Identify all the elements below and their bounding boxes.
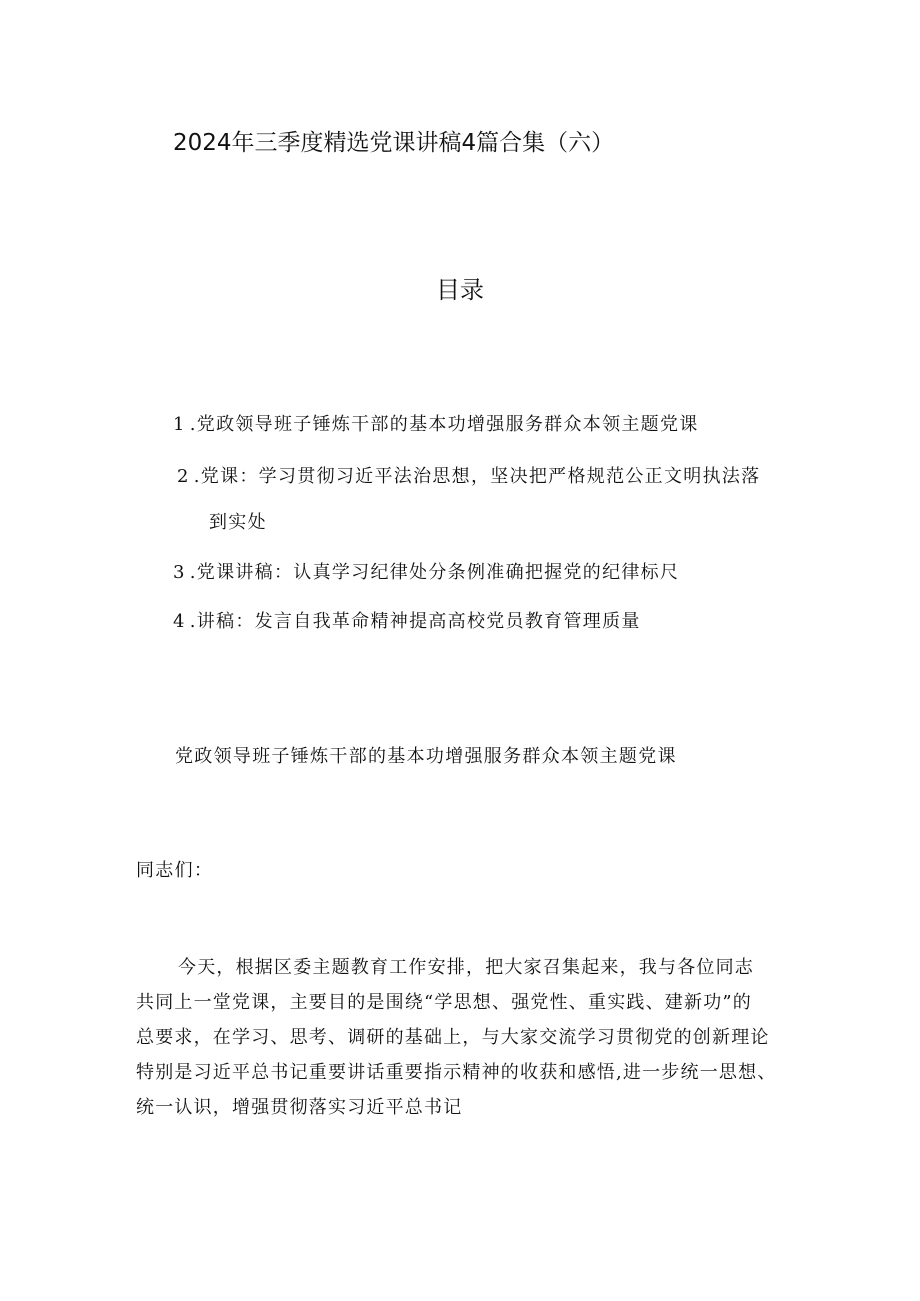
salutation: 同志们： bbox=[136, 860, 214, 881]
toc-item-text: .党课：学习贯彻习近平法治思想，坚决把严格规范公正文明执法落 bbox=[193, 466, 761, 487]
section-title: 党政领导班子锤炼干部的基本功增强服务群众本领主题党课 bbox=[175, 746, 677, 767]
toc-item-text: .党政领导班子锤炼干部的基本功增强服务群众本领主题党课 bbox=[189, 414, 699, 435]
toc-item-4 bbox=[173, 607, 641, 633]
body-line: 共同上一堂党课，主要目的是围绕“学思想、强党性、重实践、建新功”的 bbox=[136, 992, 753, 1013]
toc-item-2-continuation: 到实处 bbox=[209, 512, 267, 533]
body-line: 特别是习近平总书记重要讲话重要指示精神的收获和感悟,进一步统一思想、 bbox=[136, 1062, 777, 1083]
toc-item-number: 2 bbox=[177, 466, 190, 487]
body-line: 统一认识，增强贯彻落实习近平总书记 bbox=[136, 1097, 463, 1118]
toc-item-1 bbox=[173, 410, 699, 436]
body-line: 总要求，在学习、思考、调研的基础上，与大家交流学习贯彻党的创新理论 bbox=[136, 1027, 770, 1048]
toc-item-number: 3 bbox=[173, 562, 186, 583]
toc-heading: 目录 bbox=[436, 276, 484, 304]
toc-item-3 bbox=[173, 558, 679, 584]
toc-item-number: 1 bbox=[173, 414, 186, 435]
toc-item-text: .党课讲稿：认真学习纪律处分条例准确把握党的纪律标尺 bbox=[189, 562, 680, 583]
body-line: 今天，根据区委主题教育工作安排，把大家召集起来，我与各位同志 bbox=[178, 957, 754, 978]
document-title: 2024年三季度精选党课讲稿4篇合集（六） bbox=[173, 130, 615, 156]
toc-item-text: .讲稿：发言自我革命精神提高高校党员教育管理质量 bbox=[189, 611, 641, 632]
toc-item-number: 4 bbox=[173, 611, 186, 632]
toc-item-2 bbox=[177, 462, 760, 488]
body-paragraph bbox=[136, 950, 806, 1125]
